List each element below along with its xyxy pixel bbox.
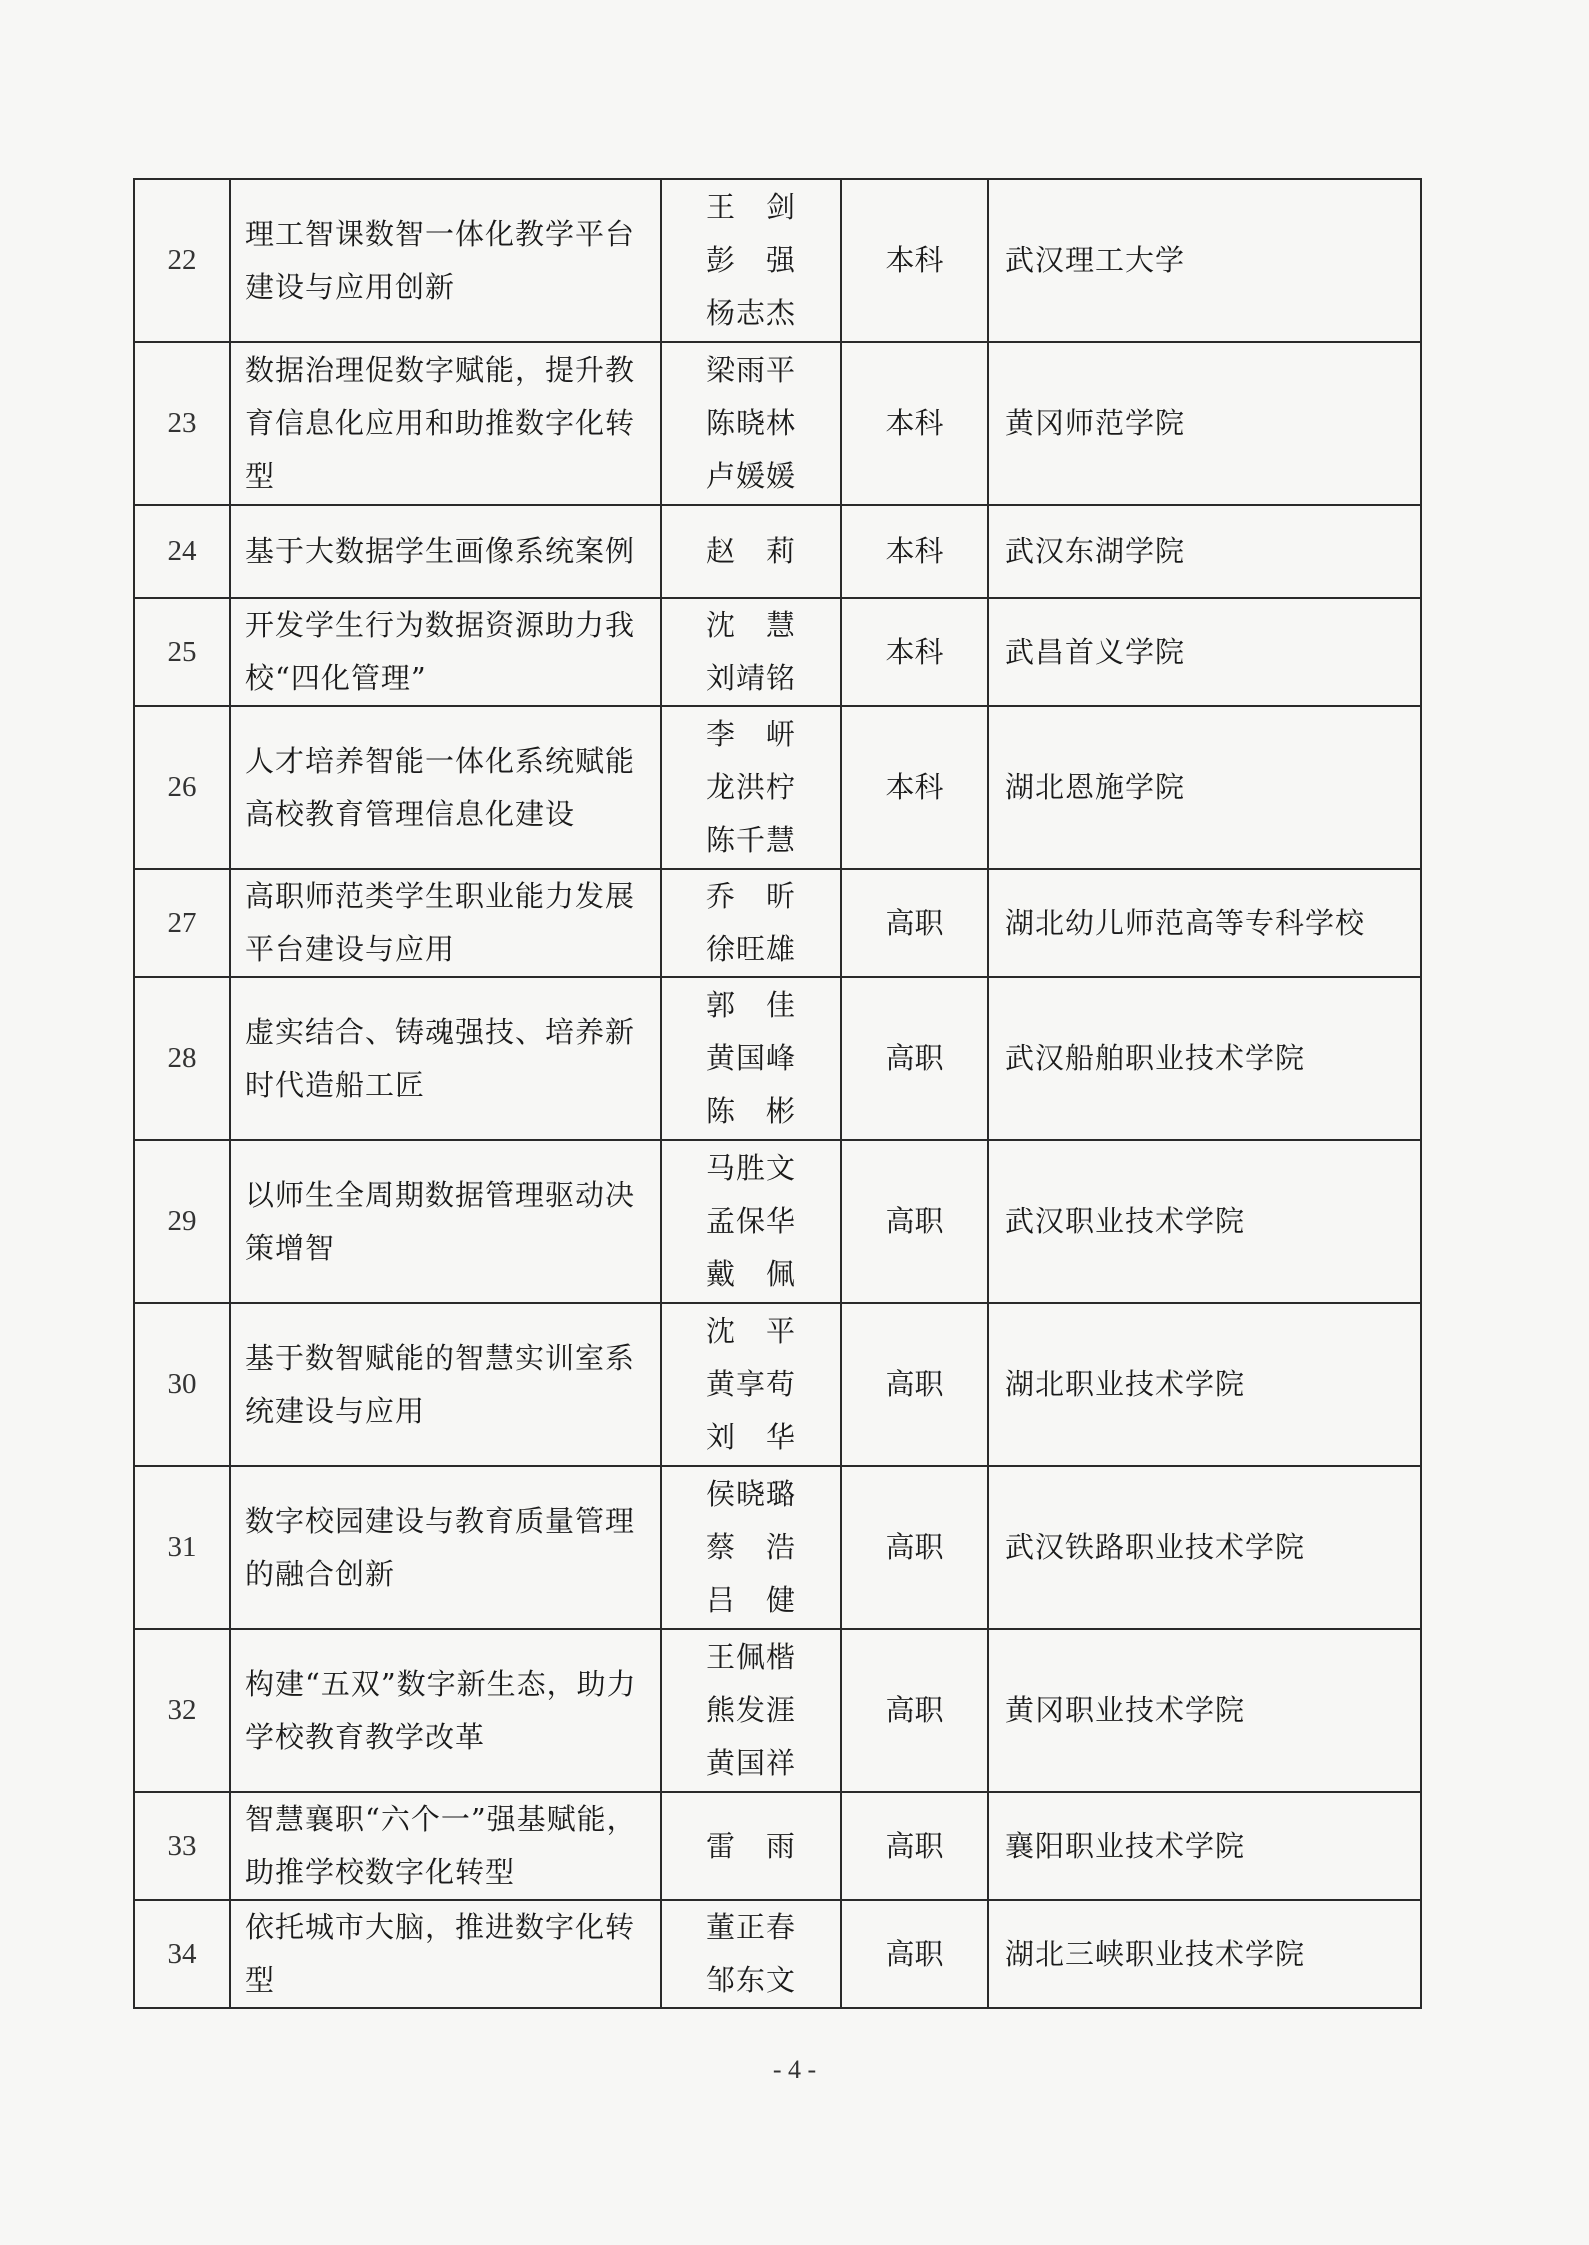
- project-title: 基于数智赋能的智慧实训室系统建设与应用: [230, 1303, 661, 1466]
- school-name: 襄阳职业技术学院: [988, 1792, 1421, 1900]
- participant-name: 李 岍: [705, 717, 796, 751]
- table-row: [134, 1629, 1421, 1792]
- school-type: 本科: [841, 505, 988, 598]
- participant-name: 乔 昕: [705, 879, 796, 913]
- school-name: 湖北职业技术学院: [988, 1303, 1421, 1466]
- participant-name: 戴 佩: [705, 1257, 796, 1291]
- award-table-body: [134, 179, 1421, 2008]
- row-number: 25: [134, 598, 230, 706]
- participants: [661, 179, 841, 342]
- participant-name: 王佩楷: [705, 1640, 796, 1674]
- table-row: [134, 1303, 1421, 1466]
- table-row: [134, 977, 1421, 1140]
- participants: [661, 1792, 841, 1900]
- school-type: 高职: [841, 1900, 988, 2008]
- participants: [661, 869, 841, 977]
- project-title: 基于大数据学生画像系统案例: [230, 505, 661, 598]
- participant-name: 陈 彬: [705, 1094, 796, 1128]
- school-type: 高职: [841, 977, 988, 1140]
- participant-name: 黄国峰: [705, 1041, 796, 1075]
- participant-name: 雷 雨: [705, 1828, 796, 1863]
- participant-name: 徐旺雄: [705, 932, 796, 966]
- participants: [661, 1900, 841, 2008]
- row-number: 26: [134, 706, 230, 869]
- row-number: 24: [134, 505, 230, 598]
- participant-name: 吕 健: [705, 1583, 796, 1617]
- participant-name: 王 剑: [705, 190, 796, 224]
- participants: [661, 977, 841, 1140]
- school-type: 高职: [841, 1303, 988, 1466]
- project-title: 数据治理促数字赋能，提升教育信息化应用和助推数字化转型: [230, 342, 661, 505]
- participant-name: 黄享苟: [705, 1367, 796, 1401]
- row-number: 34: [134, 1900, 230, 2008]
- table-row: [134, 1792, 1421, 1900]
- participants: [661, 505, 841, 598]
- participants: [661, 706, 841, 869]
- participant-name: 梁雨平: [705, 353, 796, 387]
- participant-name: 陈千慧: [705, 823, 796, 857]
- award-table: [133, 178, 1422, 2009]
- table-row: [134, 1466, 1421, 1629]
- participant-name: 邹东文: [705, 1963, 796, 1997]
- participants: [661, 1629, 841, 1792]
- participant-name: 马胜文: [705, 1151, 796, 1185]
- row-number: 28: [134, 977, 230, 1140]
- row-number: 22: [134, 179, 230, 342]
- participant-name: 郭 佳: [705, 988, 796, 1022]
- project-title: 人才培养智能一体化系统赋能高校教育管理信息化建设: [230, 706, 661, 869]
- school-name: 黄冈师范学院: [988, 342, 1421, 505]
- school-type: 高职: [841, 1466, 988, 1629]
- project-title: 虚实结合、铸魂强技、培养新时代造船工匠: [230, 977, 661, 1140]
- participants: [661, 1466, 841, 1629]
- project-title: 智慧襄职“六个一”强基赋能，助推学校数字化转型: [230, 1792, 661, 1900]
- school-type: 本科: [841, 342, 988, 505]
- participant-name: 董正春: [705, 1910, 796, 1944]
- participants: [661, 598, 841, 706]
- participant-name: 赵 莉: [705, 534, 796, 568]
- table-row: [134, 505, 1421, 598]
- participants: [661, 1140, 841, 1303]
- table-row: [134, 342, 1421, 505]
- participants: [661, 1303, 841, 1466]
- school-name: 湖北三峡职业技术学院: [988, 1900, 1421, 2008]
- participant-name: 龙洪柠: [705, 770, 796, 804]
- participant-name: 沈 慧: [705, 608, 796, 642]
- school-name: 黄冈职业技术学院: [988, 1629, 1421, 1792]
- participant-name: 陈晓林: [705, 406, 796, 440]
- table-row: [134, 869, 1421, 977]
- participant-name: 刘靖铭: [705, 661, 796, 695]
- table-row: [134, 598, 1421, 706]
- row-number: 32: [134, 1629, 230, 1792]
- school-name: 武汉铁路职业技术学院: [988, 1466, 1421, 1629]
- participant-name: 杨志杰: [705, 296, 796, 330]
- school-name: 武汉船舶职业技术学院: [988, 977, 1421, 1140]
- school-name: 武昌首义学院: [988, 598, 1421, 706]
- school-type: 本科: [841, 598, 988, 706]
- project-title: 开发学生行为数据资源助力我校“四化管理”: [230, 598, 661, 706]
- row-number: 23: [134, 342, 230, 505]
- school-type: 高职: [841, 1792, 988, 1900]
- project-title: 理工智课数智一体化教学平台建设与应用创新: [230, 179, 661, 342]
- project-title: 数字校园建设与教育质量管理的融合创新: [230, 1466, 661, 1629]
- school-name: 湖北恩施学院: [988, 706, 1421, 869]
- school-name: 湖北幼儿师范高等专科学校: [988, 869, 1421, 977]
- row-number: 31: [134, 1466, 230, 1629]
- school-name: 武汉东湖学院: [988, 505, 1421, 598]
- participant-name: 熊发涯: [705, 1693, 796, 1727]
- project-title: 构建“五双”数字新生态，助力学校教育教学改革: [230, 1629, 661, 1792]
- participant-name: 黄国祥: [705, 1746, 796, 1780]
- participants: [661, 342, 841, 505]
- school-type: 高职: [841, 869, 988, 977]
- participant-name: 沈 平: [705, 1314, 796, 1348]
- school-name: 武汉理工大学: [988, 179, 1421, 342]
- participant-name: 侯晓璐: [705, 1477, 796, 1511]
- school-type: 高职: [841, 1140, 988, 1303]
- row-number: 27: [134, 869, 230, 977]
- table-row: [134, 179, 1421, 342]
- participant-name: 蔡 浩: [705, 1530, 796, 1564]
- page-number: - 4 -: [772, 2055, 817, 2084]
- school-type: 本科: [841, 179, 988, 342]
- table-row: [134, 1900, 1421, 2008]
- participant-name: 卢媛媛: [705, 459, 796, 493]
- participant-name: 刘 华: [705, 1420, 796, 1454]
- school-type: 本科: [841, 706, 988, 869]
- table-row: [134, 1140, 1421, 1303]
- participant-name: 彭 强: [705, 243, 796, 277]
- table-row: [134, 706, 1421, 869]
- project-title: 以师生全周期数据管理驱动决策增智: [230, 1140, 661, 1303]
- participant-name: 孟保华: [705, 1204, 796, 1238]
- row-number: 30: [134, 1303, 230, 1466]
- row-number: 29: [134, 1140, 230, 1303]
- school-type: 高职: [841, 1629, 988, 1792]
- project-title: 依托城市大脑，推进数字化转型: [230, 1900, 661, 2008]
- row-number: 33: [134, 1792, 230, 1900]
- school-name: 武汉职业技术学院: [988, 1140, 1421, 1303]
- project-title: 高职师范类学生职业能力发展平台建设与应用: [230, 869, 661, 977]
